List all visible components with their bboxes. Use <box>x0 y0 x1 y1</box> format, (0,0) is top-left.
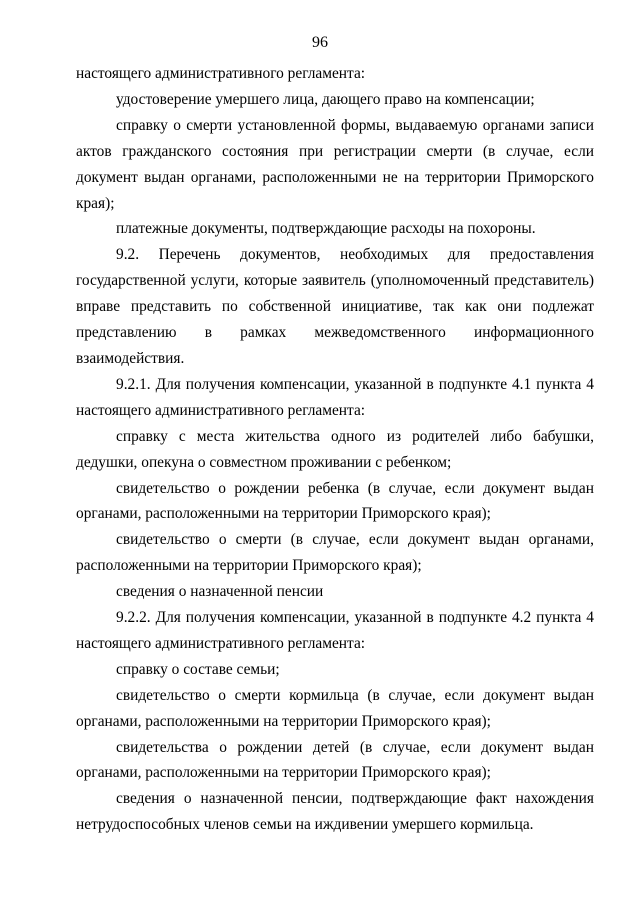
paragraph-section-9-2-1: 9.2.1. Для получения компенсации, указанной в подпункте 4.1 пункта 4 настоящего административного регламента: <box>76 375 594 419</box>
paragraph-death-certificate: свидетельство о смерти (в случае, если документ выдан органами, расположенными на территории Приморского края); <box>76 531 594 575</box>
paragraph-payment-documents: платежные документы, подтверждающие расходы на похороны. <box>116 220 536 238</box>
document-body <box>76 61 594 838</box>
paragraph-section-9-2-2: 9.2.2. Для получения компенсации, указанной в подпункте 4.2 пункта 4 настоящего административного регламента: <box>76 609 594 652</box>
paragraph-deceased-certificate: удостоверение умершего лица, дающего право на компенсации; <box>116 90 535 108</box>
paragraph-breadwinner-death-certificate: свидетельство о смерти кормильца (в случае, если документ выдан органами, расположенными на территории Приморского края); <box>76 686 594 730</box>
paragraph-continuation: настоящего административного регламента: <box>76 65 366 82</box>
paragraph-pension-info: сведения о назначенной пенсии <box>116 583 324 601</box>
paragraph-section-9-2: 9.2. Перечень документов, необходимых для предоставления государственной услуги, которые заявитель (уполномоченный представитель) вправе представить по собственной инициативе, так как они подлежат представлению в рамках межведомственного информационного <box>76 246 594 342</box>
paragraph-children-birth-certificates: свидетельства о рождении детей (в случае, если документ выдан органами, расположенными на территории Приморского края); <box>76 738 594 782</box>
paragraph-pension-dependents: сведения о назначенной пенсии, подтверждающие факт нахождения нетрудоспособных членов семьи на иждивении умершего кормильца. <box>76 790 594 834</box>
page-number: 96 <box>312 34 328 51</box>
paragraph-section-9-2-end: взаимодействия. <box>76 349 185 367</box>
paragraph-death-certificate-form: справку о смерти установленной формы, выдаваемую органами записи актов гражданского состояния при регистрации смерти (в случае, если документ выдан органами, расположенными не на территории Приморского края); <box>76 116 594 212</box>
paragraph-family-composition: справку о составе семьи; <box>116 660 280 678</box>
paragraph-residence-certificate: справку с места жительства одного из родителей либо бабушки, дедушки, опекуна о совместном проживании с ребенком; <box>76 427 594 471</box>
paragraph-birth-certificate-child: свидетельство о рождении ребенка (в случае, если документ выдан органами, расположенными на территории Приморского края); <box>76 479 594 523</box>
